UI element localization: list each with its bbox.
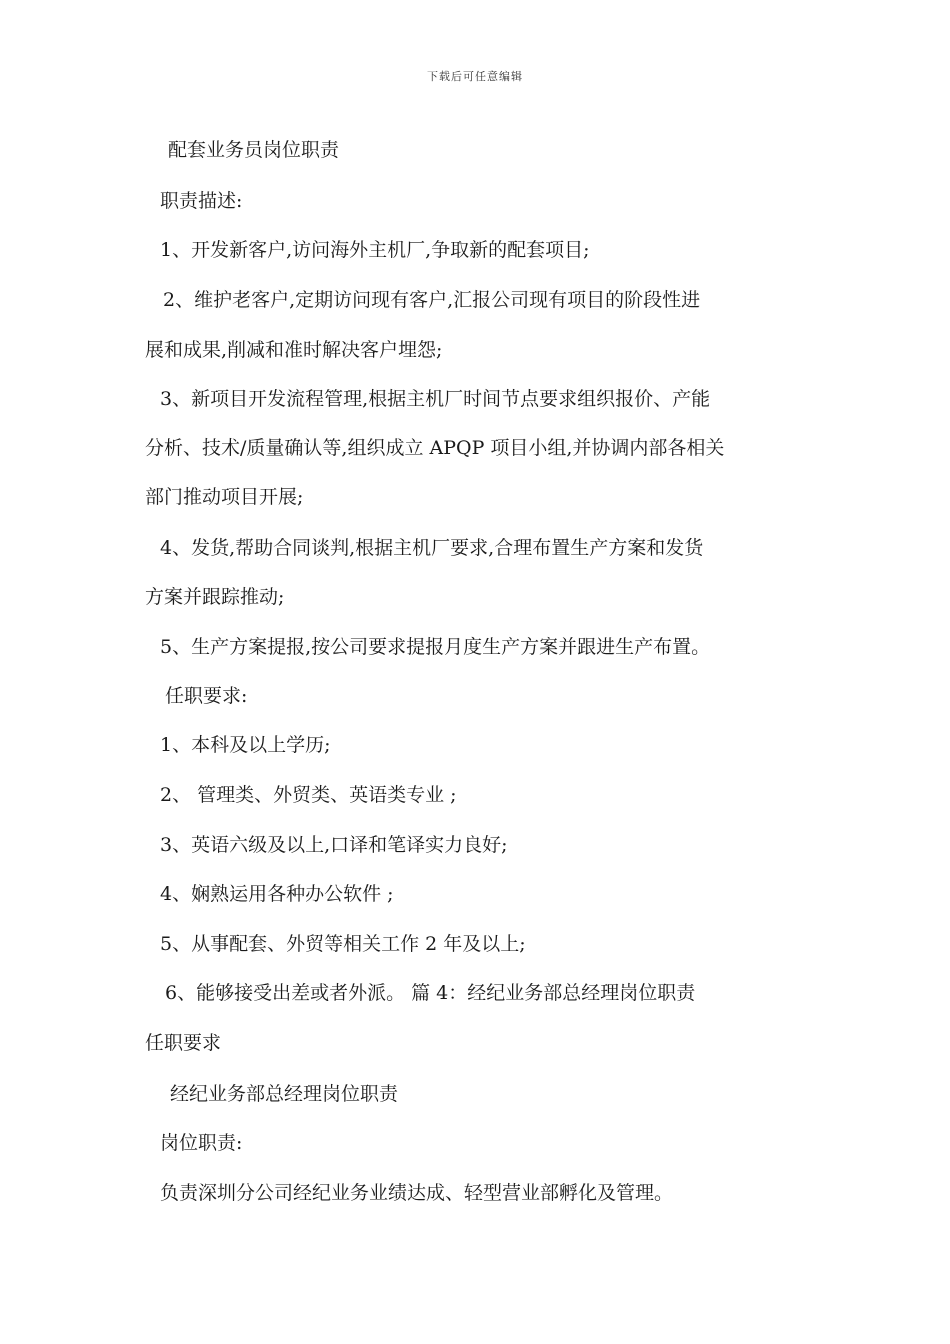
section-heading: 任职要求: <box>165 685 248 707</box>
paragraph-line: 4、发货,帮助合同谈判,根据主机厂要求,合理布置生产方案和发货 <box>160 537 704 559</box>
paragraph-line: 3、英语六级及以上,口译和笔译实力良好; <box>160 834 508 856</box>
paragraph-line: 4、娴熟运用各种办公软件 ; <box>160 883 394 905</box>
paragraph-line: 展和成果,削减和准时解决客户埋怨; <box>145 339 443 361</box>
paragraph-line: 部门推动项目开展; <box>145 486 304 508</box>
paragraph-line: 5、生产方案提报,按公司要求提报月度生产方案并跟进生产布置。 <box>160 636 711 658</box>
paragraph-line: 负责深圳分公司经纪业务业绩达成、轻型营业部孵化及管理。 <box>160 1182 674 1204</box>
paragraph-line: 5、从事配套、外贸等相关工作 2 年及以上; <box>160 933 526 955</box>
paragraph-line: 1、开发新客户,访问海外主机厂,争取新的配套项目; <box>160 239 590 261</box>
paragraph-line: 1、本科及以上学历; <box>160 734 331 756</box>
section-heading: 岗位职责: <box>160 1132 243 1154</box>
paragraph-line: 2、维护老客户,定期访问现有客户,汇报公司现有项目的阶段性进 <box>163 289 701 311</box>
section-heading: 职责描述: <box>160 190 243 212</box>
paragraph-line: 分析、技术/质量确认等,组织成立 APQP 项目小组,并协调内部各相关 <box>145 437 725 459</box>
paragraph-line: 任职要求 <box>145 1032 222 1054</box>
section-title: 配套业务员岗位职责 <box>168 139 340 161</box>
paragraph-line: 3、新项目开发流程管理,根据主机厂时间节点要求组织报价、产能 <box>160 388 711 410</box>
page-header-watermark: 下载后可任意编辑 <box>427 70 523 83</box>
section-title: 经纪业务部总经理岗位职责 <box>170 1083 399 1105</box>
paragraph-line: 2、 管理类、外贸类、英语类专业 ; <box>160 784 457 806</box>
paragraph-line: 6、能够接受出差或者外派。 篇 4：经纪业务部总经理岗位职责 <box>165 982 696 1004</box>
paragraph-line: 方案并跟踪推动; <box>145 586 285 608</box>
